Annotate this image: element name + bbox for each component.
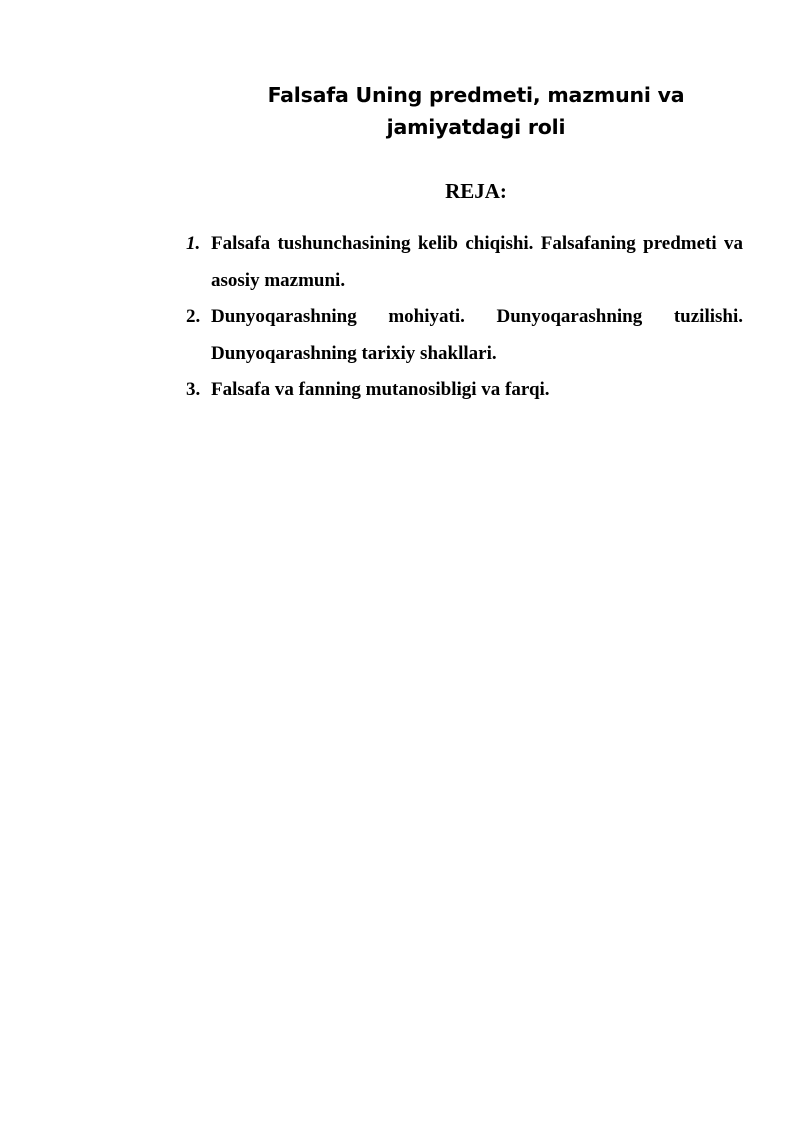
plan-item-3 (186, 372, 743, 409)
title-line-2: jamiyatdagi roli (386, 115, 566, 139)
plan-item-number: 3. (186, 379, 201, 400)
title-line-1: Falsafa Uning predmeti, mazmuni va (267, 83, 685, 107)
plan-item-2 (186, 299, 743, 372)
document-title (212, 79, 740, 143)
plan-heading: REJA: (445, 179, 507, 203)
plan-item-text: Falsafa va fanning mutanosibligi va farqi. (211, 379, 550, 400)
plan-item-number: 2. (186, 306, 201, 327)
plan-item-1 (186, 226, 743, 299)
plan-item-text: Falsafa tushunchasining kelib chiqishi. Falsafaning predmeti va asosiy mazmuni. (211, 233, 743, 291)
plan-item-text: Dunyoqarashning mohiyati. Dunyoqarashning tuzilishi. Dunyoqarashning tarixiy shakllari. (211, 306, 743, 364)
plan-item-number: 1. (186, 233, 201, 254)
plan-list (186, 226, 743, 409)
